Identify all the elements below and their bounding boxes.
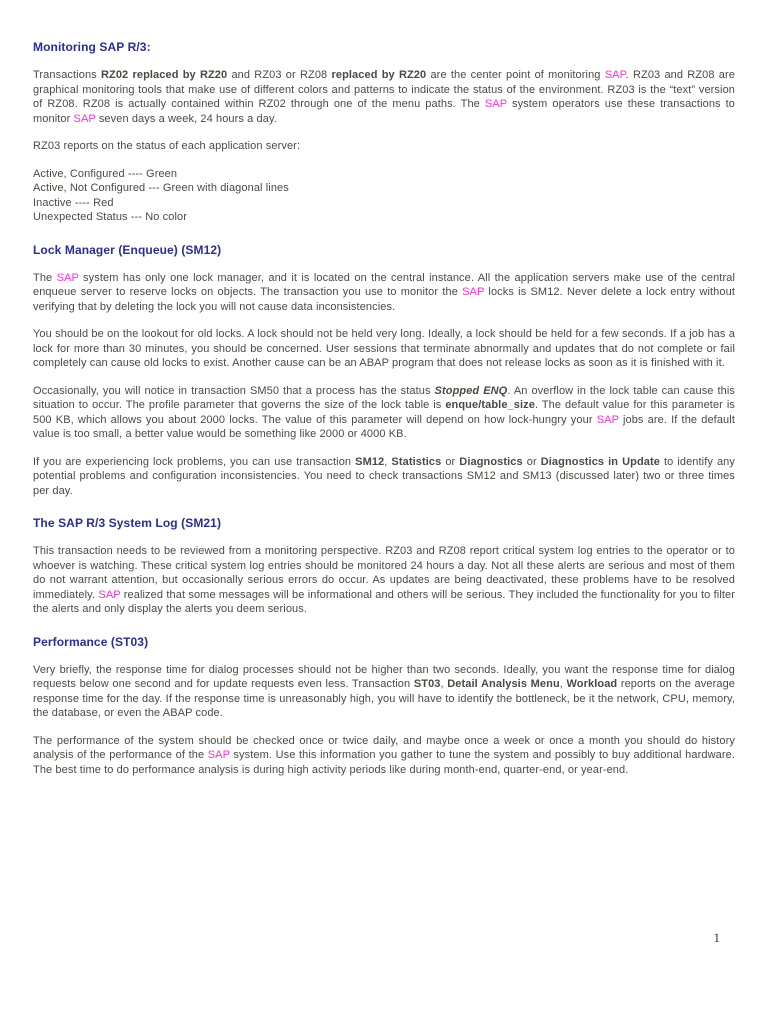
status-line-unexpected-status bbox=[33, 210, 735, 225]
text-run: Diagnostics bbox=[459, 455, 523, 468]
para-response-time bbox=[33, 663, 735, 721]
sap-highlight: SAP bbox=[604, 69, 626, 81]
text-run: RZ02 replaced by RZ20 bbox=[100, 69, 228, 81]
text-run: Performance (ST03) bbox=[33, 634, 149, 649]
status-line-active-not-configured bbox=[33, 181, 735, 196]
sap-highlight: SAP bbox=[73, 112, 96, 125]
text-run: are the center point of monitoring bbox=[426, 69, 605, 81]
para-old-locks bbox=[33, 327, 735, 371]
text-run: . An overflow in the lock table can cause this situation to occur. The profile parameter that governs the size of the lock table is bbox=[33, 384, 735, 411]
text-run: RZ03 reports on the status of each application server: bbox=[33, 140, 301, 152]
section-heading-system-log bbox=[33, 516, 735, 531]
text-run: enque/table_size bbox=[445, 399, 535, 411]
text-run: Monitoring SAP R/3: bbox=[33, 40, 151, 54]
text-run: Inactive ---- Red bbox=[33, 196, 114, 209]
sap-highlight: SAP bbox=[596, 413, 619, 426]
sap-highlight: SAP bbox=[207, 749, 230, 761]
sap-highlight: SAP bbox=[462, 286, 485, 298]
text-run: realized that some messages will be informational and others will be serious. They included the functionality for you to filter the alerts and only display the alerts you deem serious. bbox=[33, 588, 735, 615]
text-run: ST03 bbox=[413, 678, 441, 690]
text-run: Lock Manager (Enqueue) (SM12) bbox=[33, 242, 222, 257]
text-run: This transaction needs to be reviewed from a monitoring perspective. RZ03 and RZ08 report critical system log entries to the operator or to whoever is watching. These critical system log entries should be monitored 24 hours a day. Not all these alerts are serious and most of them do not warrant attention, but occasionally serious errors do occur. As updates are being deactivated, these problems have to be resolved immediately. bbox=[33, 545, 735, 601]
text-run: system. Use this information you gather to tune the system and possibly to buy additional hardware. The best time to do performance analysis is during high activity periods like during month-end, quarter-end, or year-end. bbox=[33, 749, 735, 776]
text-run: Diagnostics in Update bbox=[540, 455, 660, 468]
text-run: , bbox=[384, 455, 392, 468]
para-stopped-enq bbox=[33, 384, 735, 442]
text-run: Statistics bbox=[391, 455, 442, 468]
para-system-log bbox=[33, 544, 735, 617]
text-run: or bbox=[441, 455, 460, 468]
text-run: jobs are. If the default value is too small, a better value would be something like 2000 or 4000 KB. bbox=[33, 413, 735, 440]
text-run: system has only one lock manager, and it is located on the central instance. All the application servers make use of the central enqueue server to reserve locks on objects. The transaction you use to monitor the bbox=[33, 271, 735, 298]
text-run: to identify any potential problems and configuration inconsistencies. You need to check transactions SM12 and SM13 (discussed later) two or three times per day. bbox=[33, 455, 735, 497]
text-run: The performance of the system should be checked once or twice daily, and maybe once a week or once a month you should do history analysis of the performance of the bbox=[33, 734, 735, 761]
text-run: The SAP R/3 System Log (SM21) bbox=[33, 516, 222, 530]
text-run: You should be on the lookout for old locks. A lock should not be held very long. Ideally, a lock should be held for a few seconds. If a job has a lock for more than 30 minutes, you should be concerned. User sessions that terminate abnormally and updates that do not complete or fail completely can cause old locks to exist. Another cause can be an ABAP program that does not release locks as soon as it is finished with it. bbox=[33, 328, 735, 369]
sap-highlight: SAP bbox=[484, 98, 507, 110]
document-body bbox=[33, 40, 735, 790]
section-heading-monitoring-sap bbox=[33, 40, 735, 55]
text-run: Stopped ENQ bbox=[434, 384, 508, 397]
para-transactions-overview bbox=[33, 68, 735, 126]
text-run: Transactions bbox=[33, 69, 101, 81]
text-run: system operators use these transactions to monitor bbox=[33, 98, 735, 125]
status-line-active-configured bbox=[33, 167, 735, 182]
status-line-inactive bbox=[33, 196, 735, 211]
text-run: Workload bbox=[566, 678, 618, 690]
page-number: 1 bbox=[713, 930, 720, 945]
sap-highlight: SAP bbox=[98, 588, 121, 601]
text-run: replaced by RZ20 bbox=[331, 69, 427, 81]
text-run: Very briefly, the response time for dialog processes should not be higher than two seconds. Ideally, you want the response time for dialog requests below one second and for update requests even less. Transaction bbox=[33, 663, 735, 690]
para-lock-problem-transactions bbox=[33, 455, 735, 499]
text-run: SM12 bbox=[355, 455, 385, 468]
sap-highlight: SAP bbox=[56, 271, 79, 284]
text-run: and RZ03 or RZ08 bbox=[227, 69, 332, 81]
section-heading-performance bbox=[33, 635, 735, 650]
text-run: Detail Analysis Menu bbox=[447, 678, 560, 690]
text-run: Active, Configured ---- Green bbox=[33, 167, 178, 180]
text-run: Unexpected Status --- No color bbox=[33, 211, 188, 223]
para-rz03-status-intro bbox=[33, 139, 735, 154]
text-run: . The default value for this parameter is 500 KB, which allows you about 2000 locks. The value of this parameter will depend on how lock-hungry your bbox=[33, 399, 735, 426]
text-run: seven days a week, 24 hours a day. bbox=[95, 112, 277, 125]
text-run: Active, Not Configured --- Green with diagonal lines bbox=[33, 182, 289, 194]
text-run: The bbox=[33, 271, 57, 284]
text-run: , bbox=[440, 678, 448, 690]
section-heading-lock-manager bbox=[33, 243, 735, 258]
text-run: or bbox=[522, 455, 541, 468]
text-run: locks is SM12. Never delete a lock entry without verifying that by deleting the lock you will not cause data inconsistencies. bbox=[33, 286, 735, 313]
text-run: . RZ03 and RZ08 are graphical monitoring tools that make use of different colors and patterns to indicate the status of the environment. RZ03 is the “text” version of RZ08. RZ08 is actually contained within RZ02 through one of the menu paths. The bbox=[33, 69, 736, 110]
para-lock-manager-overview bbox=[33, 271, 735, 315]
text-run: reports on the average response time for the day. If the response time is unreasonably high, you will have to identify the bottleneck, be it the network, CPU, memory, the database, or even the ABAP code. bbox=[33, 678, 736, 719]
para-performance-history bbox=[33, 734, 735, 778]
text-run: Occasionally, you will notice in transaction SM50 that a process has the status bbox=[33, 384, 435, 397]
text-run: If you are experiencing lock problems, you can use transaction bbox=[33, 455, 356, 468]
text-run: , bbox=[559, 678, 567, 690]
